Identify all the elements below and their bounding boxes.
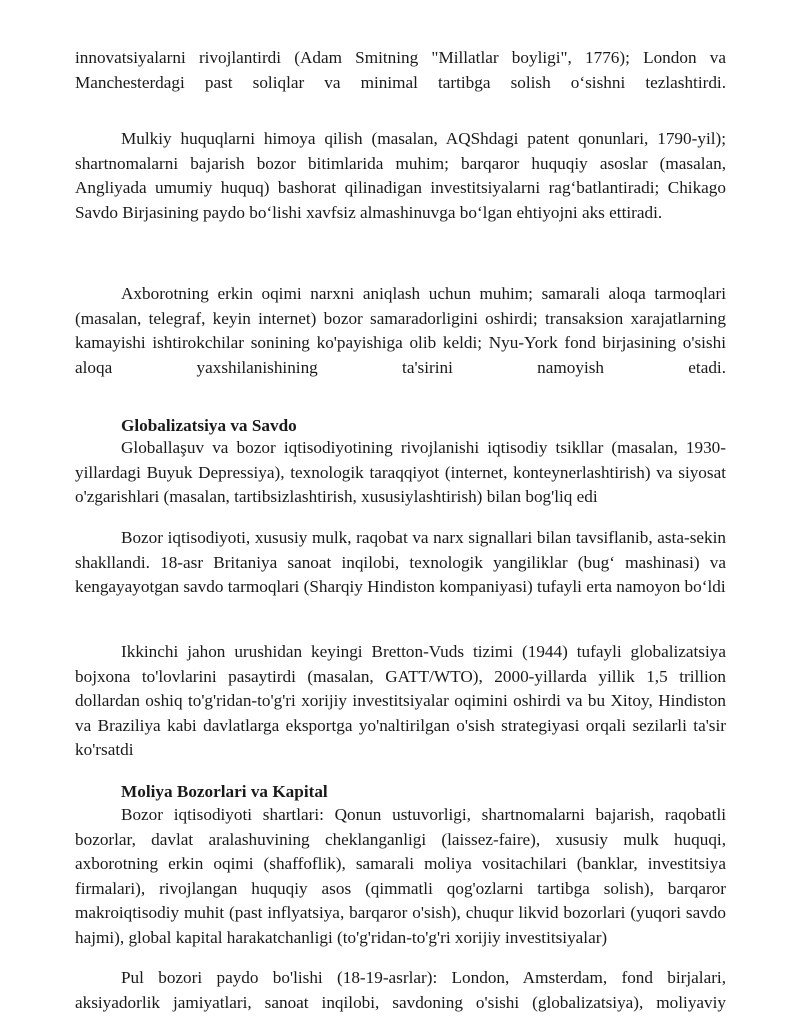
- section-heading-finance: Moliya Bozorlari va Kapital: [121, 782, 328, 801]
- paragraph-4: Globallaşuv va bozor iqtisodiyotining rivojlanishi iqtisodiy tsikllar (masalan, 1930-yillardagi Buyuk Depressiya), texnologik taraqqiyot (internet, konteynerlashtirish) va siyosat o'zgarishlari (masalan, tartibsizlashtirish, xususiylashtirish) bilan bog'liq edi: [75, 438, 726, 506]
- paragraph-8: Pul bozori paydo bo'lishi (18-19-asrlar): London, Amsterdam, fond birjalari, aksiyadorlik jamiyatlari, sanoat inqilobi, savdoning o'sishi (globalizatsiya), moliyaviy: [75, 968, 726, 1012]
- paragraph-2: Mulkiy huquqlarni himoya qilish (masalan, AQShdagi patent qonunlari, 1790-yil); shartnomalarni bajarish bozor bitimlarida muhim; barqaror huquqiy asoslar (masalan, Angliyada umumiy huquq) bashorat qilinadigan investitsiyalarni ragʻbatlantiradi; Chikago Savdo Birjasining paydo boʻlishi xavfsiz almashinuvga boʻlgan ehtiyojni aks ettiradi.: [75, 129, 726, 222]
- paragraph-1: innovatsiyalarni rivojlantirdi (Adam Smitning "Millatlar boyligi", 1776); London va Manchesterdagi past soliqlar va minimal tartibga solish oʻsishni tezlashtirdi.: [75, 48, 726, 92]
- paragraph-5: Bozor iqtisodiyoti, xususiy mulk, raqobat va narx signallari bilan tavsiflanib, asta-sekin shakllandi. 18-asr Britaniya sanoat inqilobi, texnologik yangiliklar (bugʻ mashinasi) va kengayayotgan savdo tarmoqlari (Sharqiy Hindiston kompaniyasi) tufayli erta namoyon boʻldi: [75, 528, 726, 596]
- paragraph-3: Axborotning erkin oqimi narxni aniqlash uchun muhim; samarali aloqa tarmoqlari (masalan, telegraf, keyin internet) bozor samaradorligini oshirdi; transaksion xarajatlarning kamayishi ishtirokchilar sonining ko'payishiga olib keldi; Nyu-York fond birjasining o'sishi aloqa yaxshilanishining ta'sirini namoyish etadi.: [75, 284, 726, 377]
- paragraph-7: Bozor iqtisodiyoti shartlari: Qonun ustuvorligi, shartnomalarni bajarish, raqobatli bozorlar, davlat aralashuvining cheklanganligi (laissez-faire), xususiy mulk huquqi, axborotning erkin oqimi (shaffoflik), samarali moliya vositachilari (banklar, investitsiya firmalari), rivojlangan huquqiy asos (qimmatli qog'ozlarni tartibga solish), barqaror makroiqtisodiy muhit (past inflyatsiya, barqaror o'sish), chuqur likvid bozorlari (yuqori savdo hajmi), global kapital harakatchanligi (to'g'ridan-to'g'ri xorijiy investitsiyalar): [75, 805, 726, 947]
- section-heading-globalization: Globalizatsiya va Savdo: [121, 416, 297, 435]
- paragraph-6: Ikkinchi jahon urushidan keyingi Bretton-Vuds tizimi (1944) tufayli globalizatsiya bojxona to'lovlarini pasaytirdi (masalan, GATT/WTO), 2000-yillarda yillik 1,5 trillion dollardan oshiq to'g'ridan-to'g'ri xorijiy investitsiyalar oqimini oshirdi va bu Xitoy, Hindiston va Braziliya kabi davlatlarga eksportga yo'naltirilgan o'sish strategiyasi orqali sezilarli ta'sir ko'rsatdi: [75, 642, 726, 759]
